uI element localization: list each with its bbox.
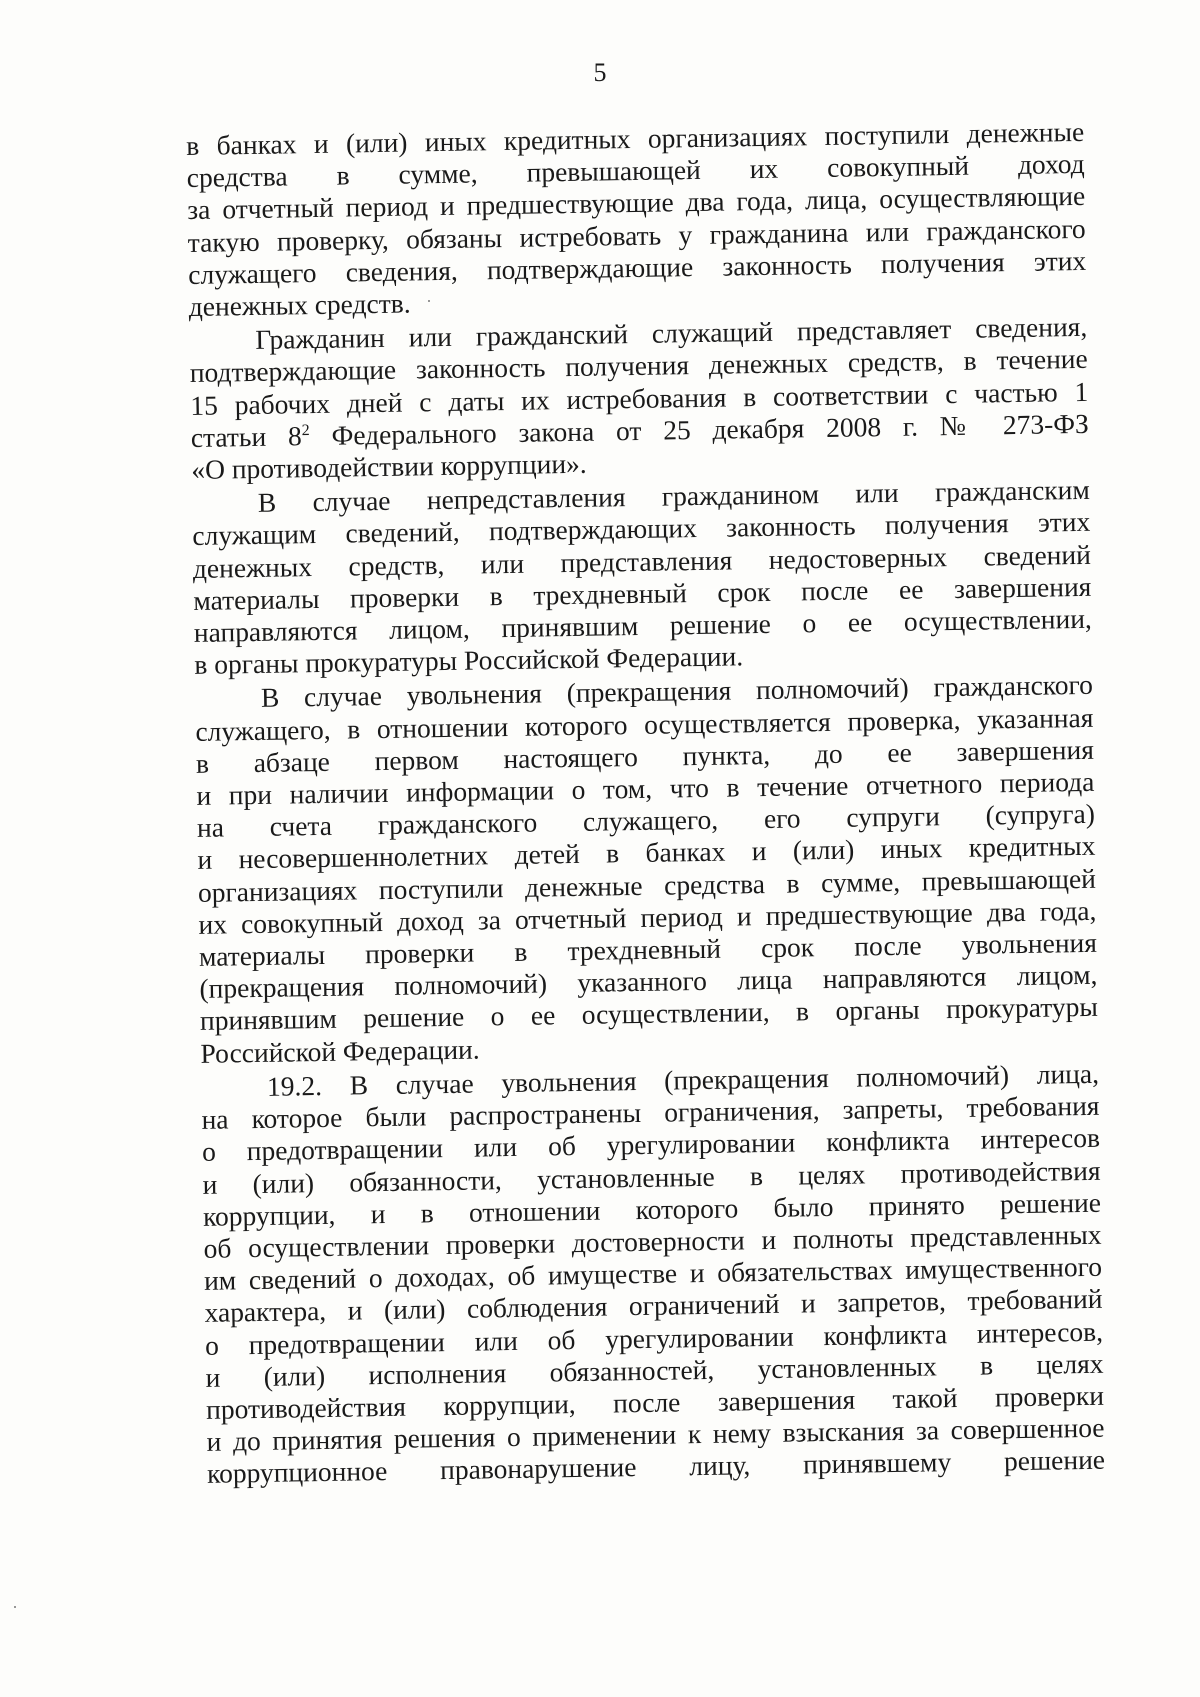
text-line: средства в сумме, превышающей их совокупный доход bbox=[186, 148, 1085, 194]
text-line: Российской Федерации. bbox=[200, 1033, 480, 1069]
text-line: коррупции, и в отношении которого было принято решение bbox=[202, 1186, 1102, 1232]
text-line: направляются лицом, принявшим решение о ее осуществлении, bbox=[193, 602, 1093, 648]
text-line: и несовершеннолетних детей в банках и (или) иных кредитных bbox=[197, 830, 1096, 876]
text-line: о предотвращении или об урегулировании конфликта интересов bbox=[201, 1122, 1101, 1168]
text-line: характера, и (или) соблюдения ограничений и запретов, требований bbox=[204, 1283, 1103, 1329]
text-line: и при наличии информации о том, что в течение отчетного периода bbox=[196, 765, 1095, 811]
paragraph-19-2 bbox=[201, 1058, 1105, 1491]
text-line: принявшим решение о ее осуществлении, в органы прокуратуры bbox=[199, 991, 1099, 1037]
text-line: противодействия коррупции, после завершения такой проверки bbox=[205, 1379, 1105, 1425]
text-line: в абзаце первом настоящего пункта, до ее завершения bbox=[195, 733, 1095, 779]
text-line: 19.2. В случае увольнения (прекращения полномочий) лица, bbox=[266, 1057, 1100, 1102]
text-line: В случае непредставления гражданином или гражданским bbox=[257, 474, 1091, 519]
text-line: служащего, в отношении которого осуществляется проверка, указанная bbox=[195, 701, 1094, 747]
text-line: коррупционное правонарушение лицу, принявшему решение bbox=[206, 1444, 1106, 1490]
text-line: 15 рабочих дней с даты их истребования в соответствии с частью 1 bbox=[190, 375, 1089, 421]
paragraph-3 bbox=[192, 474, 1093, 681]
text-line: В случае увольнения (прекращения полномочий) гражданского bbox=[260, 669, 1094, 714]
text-line: за отчетный период и предшествующие два года, лица, осуществляющие bbox=[187, 180, 1086, 226]
text-line: материалы проверки в трехдневный срок после ее завершения bbox=[193, 570, 1092, 616]
text-line: в органы прокуратуры Российской Федерации. bbox=[194, 640, 744, 681]
text-line: организациях поступили денежные средства в сумме, превышающей bbox=[197, 862, 1097, 908]
text-line: о предотвращении или об урегулировании конфликта интересов, bbox=[204, 1315, 1104, 1361]
text-line: «О противодействии коррупции». bbox=[191, 447, 587, 485]
text-line: служащим сведений, подтверждающих законность получения этих bbox=[192, 506, 1091, 552]
text-line: Гражданин или гражданский служащий представляет сведения, bbox=[255, 311, 1088, 356]
statute-law-text: Федерального закона от 25 декабря 2008 г. № 273-ФЗ bbox=[309, 407, 1089, 451]
text-line: на счета гражданского служащего, его супруги (супруга) bbox=[196, 798, 1096, 844]
text-line: денежных средств. bbox=[188, 287, 411, 322]
article-superscript: 2 bbox=[301, 421, 310, 439]
paragraph-2 bbox=[189, 311, 1089, 486]
text-line: такую проверку, обязаны истребовать у гражданина или гражданского bbox=[187, 212, 1086, 258]
paragraph-1 bbox=[186, 116, 1087, 323]
text-line: и до принятия решения о применении к нему взыскания за совершенное bbox=[206, 1411, 1105, 1457]
text-line: денежных средств, или представления недостоверных сведений bbox=[192, 538, 1092, 584]
statute-article-text: статьи 8 bbox=[190, 420, 302, 453]
text-line: служащего сведения, подтверждающие законность получения этих bbox=[188, 244, 1087, 290]
text-line: об осуществлении проверки достоверности и полноты представленных bbox=[203, 1218, 1102, 1264]
document-body bbox=[186, 116, 1105, 1492]
text-line: материалы проверки в трехдневный срок после увольнения bbox=[198, 926, 1098, 972]
paragraph-4 bbox=[195, 669, 1099, 1069]
scan-speck bbox=[14, 1606, 16, 1608]
text-line: подтверждающие законность получения денежных средств, в течение bbox=[189, 343, 1088, 389]
text-line: на которое были распространены ограничения, запреты, требования bbox=[201, 1089, 1100, 1135]
page-number: 5 bbox=[593, 58, 607, 87]
text-line: их совокупный доход за отчетный период и предшествующие два года, bbox=[198, 894, 1097, 940]
text-line: (прекращения полномочий) указанного лица направляются лицом, bbox=[199, 959, 1098, 1005]
text-line: в банках и (или) иных кредитных организациях поступили денежные bbox=[186, 115, 1085, 161]
text-line: им сведений о доходах, об имуществе и обязательствах имущественного bbox=[203, 1250, 1103, 1296]
scan-speck bbox=[428, 300, 430, 302]
text-line: и (или) исполнения обязанностей, установленных в целях bbox=[205, 1347, 1104, 1393]
text-line: и (или) обязанности, установленные в целях противодействия bbox=[202, 1154, 1101, 1200]
